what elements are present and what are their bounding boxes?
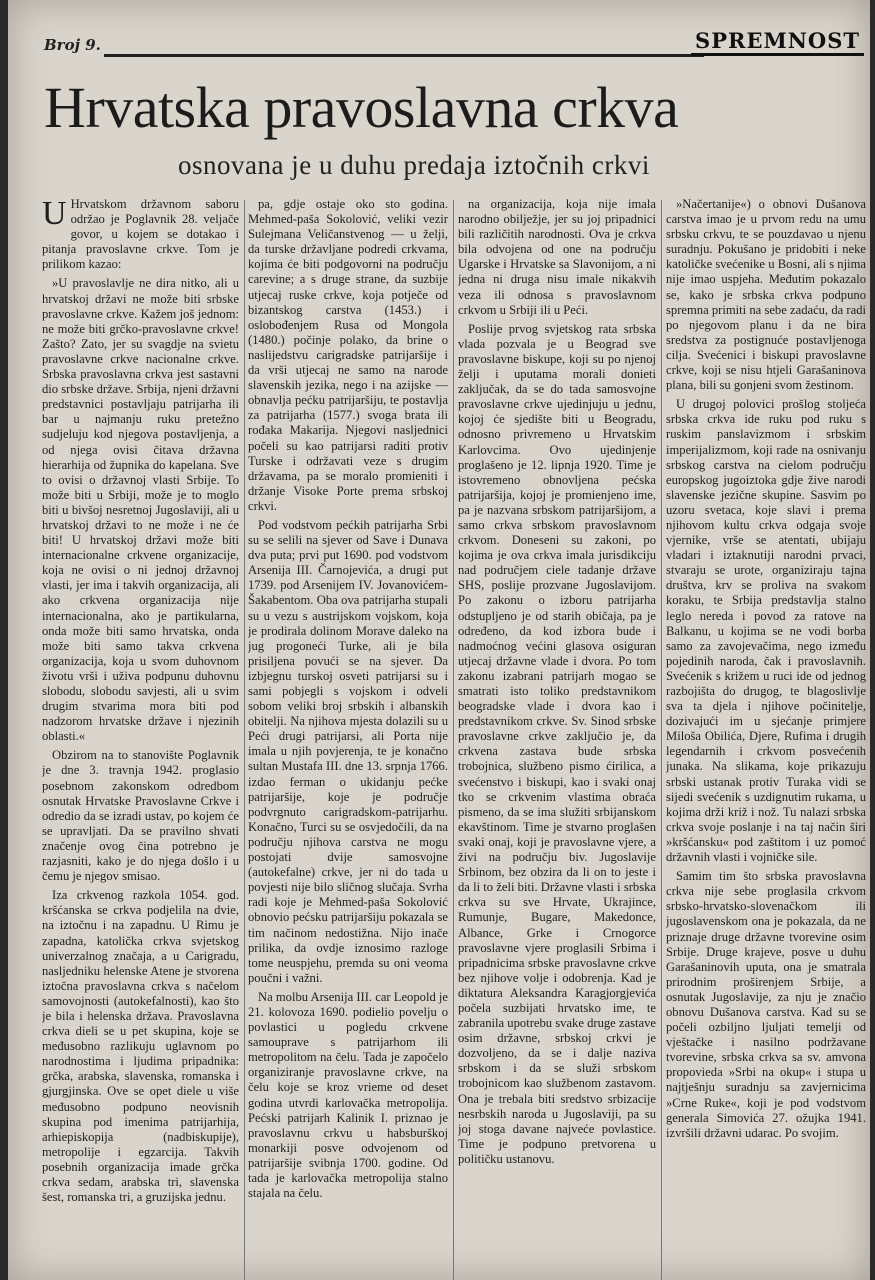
article-paragraph: pa, gdje ostaje oko sto godina. Mehmed-paša Sokolović, veliki vezir Sulejmana Veličanstvenog — u želji, da turske državljane podredi crkvama, kojima će biti podgovorni na području carevine; a s druge strane, da suzbije utjecaj ruske crkve, koja potječe od bizantskog carstva (1453.) i oslobođenjem Rusa od Mongola (1480.) počinje polako, da brine o naslijedstvu carigradske patrijaršije i da vrši utjecaj ne samo na narode slavenskih jezika, nego i na azijske — obnavlja pećku patrijaršiju, te postavlja za patrijarha (1577.) svoga brata ili rođaka Makarija. Njegovi nasljednici počeli su kao patrijarsi raditi protiv Turske i održavati veze s drugim državama, pa se moralo promieniti i držanje Visoke Porte prema srbskoj crkvi. xyxy=(248,197,448,513)
article-paragraph: na organizacija, koja nije imala narodno obilježje, jer su joj pripadnici bili različitih narodnosti. Ova je crkva bila odvojena od one na području Ugarske i Hrvatske sa Slavonijom, a ni jedna ni druga nisu imale nikakvih veza ili odnosa s pravoslavnom crkvom u Srbiji ili u Peći. xyxy=(458,197,656,317)
article-paragraph: »Načertanije«) o obnovi Dušanova carstva imao je u prvom redu na umu srbsku crkvu, te se pouzdavao u njenu suradnju. Pokušano je pridobiti i neke katoličke svećenike u Bosni, ali s njima nije imao uspjeha. Međutim pokazalo se, kako je srbska crkva podpuno spremna primiti na sebe zadaću, da radi po njegovom planu i da ne bira sredstva za postignuće postavljenoga cilja. Svećenici i biskupi pravoslavne crkve, koji se nisu htjeli Garašaninova plana, bili su gonjeni svom žestinom. xyxy=(666,197,866,393)
article-paragraph: Samim tim što srbska pravoslavna crkva nije sebe proglasila crkvom srbsko-hrvatsko-slovenačkom ili jugoslavenskom ona je pokazala, da ne priznaje druge državne tvorevine osim Srbije. Druge krajeve, posve u duhu Garašaninovih uputa, ona je smatrala prirodnim proširenjem Srbije, a osnutak Jugoslavije, za nju je značio obnovu Dušanova carstva. Kad su se počeli ozbiljno ljuljati temelji od vještačke i nasilno podržavane tvorevine, srbska crkva sa sv. amvona propovieda »Srbi na okup« i stupa u najtješnju suradnju sa zavjernicima »Crne Ruke«, koji je pod vodstvom generala Simovića 27. ožujka 1941. izvršili državni udarac. Po svojim. xyxy=(666,869,866,1140)
article-paragraph: Pod vodstvom pećkih patrijarha Srbi su se selili na sjever od Save i Dunava dva puta; prvi put 1690. pod vodstvom Arsenija III. Čarnojevića, a drugi put 1739. pod Arsenijem IV. Jovanovićem-Šakabentom. Oba ova patrijarha stupali su u vezu s austrijskom vojskom, koja je prodirala dolinom Morave daleko na jug progoneći Turke, ali je bila prisiljena povući se na sjever. Da izbjegnu turskoj osveti patrijarsi su i sami pobjegli s vojskom i odveli sobom veliki broj srbskih i albanskih obitelji. Na njihova mjesta dolazili su u Peći drugi patrijarsi, ali Porta nije imala u njih povjerenja, te je konačno sultan Mustafa III. dne 13. srpnja 1766. izdao ferman o ukidanju pećke patrijaršije, koje je područje podvrgnuto carigradskom-patrijarhu. Konačno, Turci su se osvjedočili, da na području njihova carstva ne mogu postojati dvije samosvojne (autokefalne) crkve, jer ni do tada u povjesti nije bilo sličnog slučaja. Svrha radi koje je Mehmed-paša Sokolović obnovio pećsku patrijaršiju pokazala se tim načinom nedostižna. Nijo inače prilika, da ovdje iznosimo razloge tome neuspjehu, premda su oni veoma poučni i važni. xyxy=(248,517,448,985)
article-paragraph: »U pravoslavlje ne dira nitko, ali u hrvatskoj državi ne može biti srbske pravoslavne crkve. Kažem još jednom: ne može biti grčko-pravoslavne crkve! Zašto? Zato, jer su svagdje na svietu pravoslavne crkve nacionalne crkve. Srbska pravoslavna crkva jest sastavni dio srbske države. Srbija, njeni državni predstavnici postavljaju patrijarha ili bar u najmanju ruku pretežno sudjeluju kod njegova postavljenja, a od njega ovisi čitava državna hierarhija od župnika do kapelana. Sve to ovisi o državnoj vlasti Srbije. To može biti u Srbiji, može je to moglo biti u bivšoj nesretnoj Jugoslaviji, ali u hrvatskoj državi to ne može i ne će biti! U hrvatskoj državi može biti internacionalne crkvene organizacije, koja ne ovisi o ni jednoj državnoj vlasti, jer ima i takvih organizacija, ali ako crkvena organizacija nije internacionalna, ako je partikularna, onda može biti samo hrvatska, onda može biti samo takva crkvena organizacija, koja u svom duhovnom životu vrši i uživa podpunu duhovnu slobodu, slobodu savjesti, ali u svim drugim stvarima mora biti pod nadzorom hrvatske države i njezinih oblasti.« xyxy=(42,276,239,744)
article-paragraph: Na molbu Arsenija III. car Leopold je 21. kolovoza 1690. podielio povelju o povlastici u pogledu crkvene samouprave s patrijarhom ili metropolitom na čelu. Tada je započelo organiziranje pravoslavne crkve, na čelu koje se kroz vrieme od deset godina utvrdi karlovačka metropolija. Pećski patrijarh Kalinik I. priznao je pravoslavnu crkvu u habsburškoj monarkiji posve odvojenom od patrijaršije svibnja 1700. godine. Od tada je karlovačka metropolija stalno stajala na čelu. xyxy=(248,989,448,1201)
masthead: SPREMNOST xyxy=(691,28,864,56)
article-paragraph: Obzirom na to stanovište Poglavnik je dne 3. travnja 1942. proglasio posebnom zakonskom odredbom osnutak Hrvatske Pravoslavne Crkve i odredio da se izradi ustav, po kojem će se upravljati. Da se pravilno shvati značenje ovog čina potrebno je razjasniti, kako je do njega došlo i u čemu je njegov smisao. xyxy=(42,748,239,884)
header-rule xyxy=(104,54,704,57)
newspaper-page xyxy=(8,0,870,1280)
article-subtitle: osnovana je u duhu predaja iztočnih crkvi xyxy=(178,150,650,180)
column-separator xyxy=(453,200,454,1280)
article-paragraph: Poslije prvog svjetskog rata srbska vlada pozvala je u Beograd sve pravoslavne biskupe, koji su po njenoj želji i uputama morali donieti zaključak, da se do tada samosvojne pravoslavne crkve ujedinjuju u jednu, kojoj će sjedište biti u Beogradu, odnosno privremeno u Hrvatskim Karlovcima. Ovo ujedinjenje proglašeno je 12. lipnja 1920. Time je istovremeno obnovljena pećska patrijaršija, kojoj je promienjeno ime, pa je nazvana srbskom patrijaršijom, a samo crkva srbskom pravoslavnom crkvom. Doneseni su zakoni, po kojima je ova crkva imala jurisdikciju nad područjem cielе tadanje države SHS, poslije prozvane Jugoslavijom. Po zakonu o izboru patrijarha odstupljeno je od starih običaja, pa je određeno, da kod izbora bude i nadmoćnog većini glasova osiguran utjecaj državne vlade i dvora. Po tom zakonu izabrani patrijarh mogao se smatrati isto toliko predstavnikom beogradske vlade i dvora kao i predstavnikom crkve. Sv. Sinod srbske pravoslavne crkve zaključio je, da crkvena zastava bude srbska trobojnica, službeno pismo ćirilica, a svećenstvo i biskupi, kao i svaki onaj tko se crkvenim vlastima obraća pismeno, da se ima služiti srbijanskom ekavštinom. Time je stvarno proglašen svaki onaj, koji je pravoslavne vjere, a živi na području biv. Jugoslavije Srbinom, bez obzira da li on to jeste i da li to želi biti. Državne vlasti i srbska crkva su sve Hrvate, Ukrajince, Rumunje, Bugare, Makedonce, Albance, Grke i Crnogorce pravoslavne vjere proglasili Srbima i pripadnicima srbske pravoslavne crkve bez njihove volje i odobrenja. Kad je diktatura Aleksandra Karagjorgjevića počela suzbijati hrvatsko ime, te zabranila upotrebu svake druge zastave osim državne, srbskoj crkvi je dozvoljeno, da se i dalje naziva srbskom i da se služi srbskom trobojnicom kao službenom zastavom. Ona je trebala biti sredstvo srbizacije nesrbskih naroda u Jugoslaviji, pa su joj stoga davane najveće povlastice. Time je podpuno pretvorena u političku ustanovu. xyxy=(458,321,656,1166)
article-column-1 xyxy=(42,197,239,1277)
issue-number: Broj 9. xyxy=(44,36,101,54)
article-column-2 xyxy=(248,197,448,1277)
article-column-4 xyxy=(666,197,866,1277)
article-paragraph: U drugoj polovici prošlog stoljeća srbska crkva ide ruku pod ruku s ruskim panslavizmom i srbskim imperijalizmom, koji rade na osnivanju srbskog carstva na cielom području europskog jugoiztoka gdje žive narodi slavenske jezične skupine. Sasvim po uzoru svetaca, koje slavi i prema njihovom kultu crkva odgaja svoje vjernike, vrše se atentati, ubijaju vladari i iztaknutiji narodni prvaci, stvaraju se urote, organiziraju tajna društva, krv se proliva na svakom koraku, te Srbija predstavlja stalno leglo nereda i povod za ratove na Balkanu, u kojima se ne vodi borba samo za zavojevačima, nego između pojedinih naroda, čak i pravoslavnih. Svećenik s križem u ruci ide od jednog razbojišta do drugog, te blagoslivlje sva ta djela i njihove počinitelje, dozivajući im u sjećanje primjere Miloša Obilića, Djere, Rufima i drugih legendarnih i crkvom posvećenih junaka. Na slikama, koje prikazuju srbski ustanak protiv Turaka vidi se sijedi svećenik s uzdignutim rukama, u kojima drži križ i nož. Tu nalazi srbska crkva svoje poslanje i na taj način širi »kršćansku« pod zaštitom i uz pomoć državnih vlasti i vojničke sile. xyxy=(666,397,866,865)
article-title: Hrvatska pravoslavna crkva xyxy=(44,75,679,140)
drop-cap: U xyxy=(42,197,67,232)
article-paragraph: Iza crkvenog razkola 1054. god. kršćanska se crkva podjelila na dvie, na iztočnu i na zapadnu. U Rimu je zapadna, katolička crkva svjetskog univerzalnog značaja, a u Carigradu, nasljedniku helenske Atene je stvorena iztočna pravoslavna crkva s načelom samovojnosti (autokefalnosti), kao što je bila i helenska država. Pravoslavna crkva dieli se u pet skupina, koje se međusobno razlikuju uglavnom po narodnostima i ljudima pripadnika: grčka, arabska, slavenska, romanska i gjurgjinska. Ove se opet diele u više međusobno podpuno neovisnih skupina pod imenima patrijarhija, arhiepiskopija (nadbiskupije), metropolije i egzarcija. Takvih posebnih organizacija imade grčka crkva sedam, arabska tri, slavenska šest, romanska tri, a gruzijska jednu. xyxy=(42,888,239,1205)
article-column-3 xyxy=(458,197,656,1277)
page-header xyxy=(44,28,864,64)
column-separator xyxy=(661,200,662,1280)
column-separator xyxy=(244,200,245,1280)
article-paragraph: U Hrvatskom državnom saboru održao je Poglavnik 28. veljače govor, u kojem se dotakao i pitanja pravoslavne crkve. Tom je prilikom kazao: xyxy=(42,197,239,272)
